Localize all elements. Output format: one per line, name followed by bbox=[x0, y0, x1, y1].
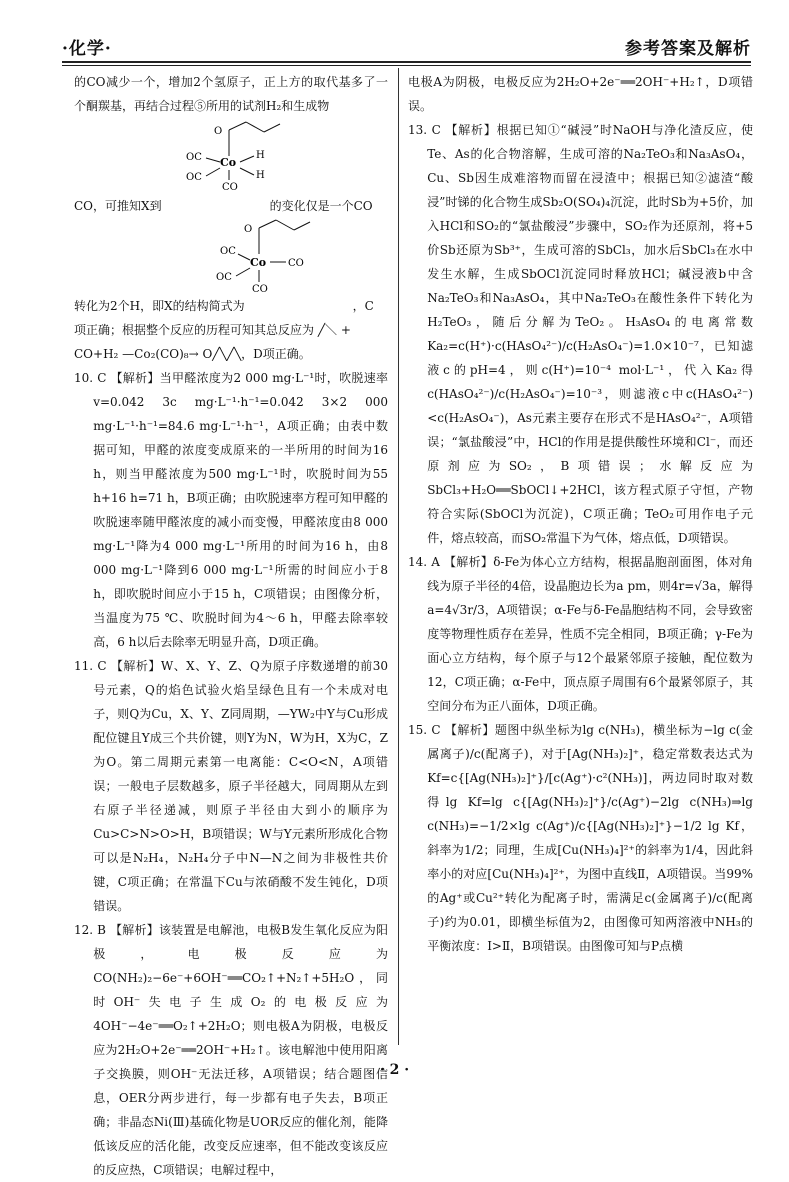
header-rule bbox=[62, 61, 751, 63]
answer-q11: 11. C 【解析】W、X、Y、Z、Q为原子序数递增的前30号元素，Q的焰色试验火焰呈绿色且有一个未成对电子，则Q为Cu，X、Y、Z同周期，—YW₂中Y与Cu形成配位键且Y成三个共价键，则Y为N，W为H，X为C，Z为O。第二周期元素第一电离能：C<O<N，A项错误；一般电子层数越多，原子半径越大，同周期从左到右原子半径递减，则原子半径由大到小的顺序为Cu>C>N>O>H，B项错误；W与Y元素所形成化合物可以是N₂H₄，N₂H₄分子中N—N之间为非极性共价键，C项正确；在常温下Cu与浓硝酸不发生钝化，D项错误。 bbox=[74, 659, 388, 913]
paragraph-continued: CO+H₂ —Co₂(CO)₈→ O╱╲╱╲，D项正确。 bbox=[74, 347, 311, 361]
answer-q12: 12. B 【解析】该装置是电解池，电极B发生氧化反应为阳极，电极反应为CO(NH₂)₂−6e⁻+6OH⁻══CO₂↑+N₂↑+5H₂O，同时OH⁻失电子生成O₂的电极反应为4OH⁻−4e⁻══O₂↑+2H₂O；则电极A为阴极，电极反应为2H₂O+2e⁻══2OH⁻+H₂↑。该电解池中使用阳离子交换膜，则OH⁻无法迁移，A项错误；结合题图信息，OER分两步进行，每一步都有电子失去，B项正确；非晶态Ni(Ⅲ)基硫化物是UOR反应的催化剂，能降低该反应的活化能，改变反应速率，但不能改变该反应的反应热，C项错误；电解过程中， bbox=[74, 923, 388, 1177]
cobalt-complex-structure-2 bbox=[214, 218, 364, 294]
paragraph-continued: 电极A为阴极，电极反应为2H₂O+2e⁻══2OH⁻+H₂↑，D项错误。 bbox=[408, 75, 753, 113]
header-rule-thin bbox=[62, 65, 751, 66]
co-ligand: CO bbox=[288, 258, 304, 269]
answer-q15: 15. C 【解析】题图中纵坐标为lg c(NH₃)，横坐标为−lg c(金属离子)/c(配离子)，对于[Ag(NH₃)₂]⁺，稳定常数表达式为Kf=c{[Ag(NH₃)₂]⁺}/[c(Ag⁺)·c²(NH₃)]，两边同时取对数得lg Kf=lg c{[Ag(NH₃)₂]⁺}/c(Ag⁺)−2lg c(NH₃)⇒lg c(NH₃)=−1/2×lg c(Ag⁺)/c{[Ag(NH₃)₂]⁺}−1/2 lg Kf，斜率为1/2；同理，生成[Cu(NH₃)₄]²⁺的斜率为1/4，因此斜率小的对应[Cu(NH₃)₄]²⁺，为图中直线Ⅱ，A项错误。当99%的Ag⁺或Cu²⁺转化为配离子时，需满足c(金属离子)/c(配离子)约为0.01，即横坐标值为2，由图像可知两溶液中NH₃的平衡浓度：Ⅰ>Ⅱ，B项错误。由图像可知与P点横 bbox=[408, 723, 753, 953]
cobalt-center: Co bbox=[220, 156, 237, 169]
page-number: · 2 · bbox=[379, 1062, 410, 1078]
co-ligand: OC bbox=[216, 272, 232, 283]
paragraph-continued: 的CO减少一个，增加2个氢原子，正上方的取代基多了一个酮羰基，再结合过程⑤所用的试剂H₂和生成物 bbox=[74, 75, 388, 113]
cobalt-complex-structure-1 bbox=[184, 120, 334, 192]
paragraph-continued: 转化为2个H，即X的结构简式为 ，C bbox=[74, 299, 374, 313]
cobalt-center: Co bbox=[250, 256, 267, 269]
right-column bbox=[408, 70, 753, 958]
column-divider bbox=[398, 68, 399, 1045]
oxygen-label: O bbox=[244, 224, 253, 235]
header-title: 参考答案及解析 bbox=[625, 39, 751, 59]
co-ligand: OC bbox=[186, 152, 202, 163]
co-ligand: CO bbox=[252, 284, 268, 294]
paragraph-continued: 项正确；根据整个反应的历程可知其总反应为 ╱＼ + bbox=[74, 323, 351, 337]
answer-q10: 10. C 【解析】当甲醛浓度为2 000 mg·L⁻¹时，吹脱速率v=0.042 3c mg·L⁻¹·h⁻¹=0.042 3×2 000 mg·L⁻¹·h⁻¹=84.6 mg·L⁻¹·h⁻¹，A项正确；由表中数据可知，甲醛的浓度变成原来的一半所用的时间为16 h，则当甲醛浓度为500 mg·L⁻¹时，吹脱时间为55 h+16 h=71 h，B项正确；由吹脱速率方程可知甲醛的吹脱速率随甲醛浓度的减小而变慢，甲醛浓度由8 000 mg·L⁻¹降为4 000 mg·L⁻¹所用的时间为16 h，由8 000 mg·L⁻¹降到6 000 mg·L⁻¹所需的时间应小于8 h，即吹脱时间应小于15 h，C项错误；由图像分析，当温度为75 ℃、吹脱时间为4～6 h，甲醛去除率较高，6 h以后去除率无明显升高，D项正确。 bbox=[74, 371, 388, 649]
paragraph-continued: CO，可推知X到 的变化仅是一个CO bbox=[74, 199, 373, 213]
answer-q13: 13. C 【解析】根据已知①“碱浸”时NaOH与净化渣反应，使Te、As的化合物溶解，生成可溶的Na₂TeO₃和Na₃AsO₄，Cu、Sb因生成难溶物而留在浸渣中；根据已知②滤渣“酸浸”时锑的化合物生成Sb₂O(SO₄)₄沉淀，此时Sb为+5价，加入HCl和SO₂的“氯盐酸浸”步骤中，SO₂作为还原剂，将+5价Sb还原为Sb³⁺，生成可溶的SbCl₃，加水后SbCl₃在水中发生水解，生成SbOCl沉淀同时释放HCl；碱浸液b中含Na₂TeO₃和Na₃AsO₄，其中Na₂TeO₃在酸性条件下转化为H₂TeO₃，随后分解为TeO₂。H₃AsO₄的电离常数Ka₂=c(H⁺)·c(HAsO₄²⁻)/c(H₂AsO₄⁻)=1.0×10⁻⁷，已知滤液c的pH=4，则c(H⁺)=10⁻⁴ mol·L⁻¹，代入Ka₂得c(HAsO₄²⁻)/c(H₂AsO₄⁻)=10⁻³，则滤液c中c(HAsO₄²⁻)<c(H₂AsO₄⁻)，As元素主要存在形式不是HAsO₄²⁻，A项错误；“氯盐酸浸”中，HCl的作用是提供酸性环境和Cl⁻，而还原剂应为SO₂，B项错误；水解反应为SbCl₃+H₂O══SbOCl↓+2HCl，该方程式原子守恒，产物符合实际(SbOCl为沉淀)，C项正确；TeO₂可用作电子元件，熔点较高，而SO₂常温下为气体，熔点低，D项错误。 bbox=[408, 123, 753, 545]
page-header bbox=[62, 14, 751, 62]
co-ligand: CO bbox=[222, 182, 238, 192]
co-ligand: OC bbox=[220, 246, 236, 257]
subject-label: ·化学· bbox=[62, 39, 112, 59]
co-ligand: OC bbox=[186, 172, 202, 183]
answer-q14: 14. A 【解析】δ-Fe为体心立方结构，根据晶胞剖面图，体对角线为原子半径的4倍，设晶胞边长为a pm，则4r=√3a，解得a=4√3r/3，A项错误；α-Fe与δ-Fe晶胞结构不同，会导致密度等物理性质存在差异，性质不完全相同，B项正确；γ-Fe为面心立方结构，每个原子与12个最紧邻原子接触，配位数为12，C项正确；α-Fe中，顶点原子周围有6个最紧邻原子，其空间分布为正八面体，D项正确。 bbox=[408, 555, 753, 713]
hydride-ligand: H bbox=[256, 150, 265, 161]
left-column bbox=[74, 70, 388, 1182]
hydride-ligand: H bbox=[256, 170, 265, 181]
oxygen-label: O bbox=[214, 126, 223, 137]
